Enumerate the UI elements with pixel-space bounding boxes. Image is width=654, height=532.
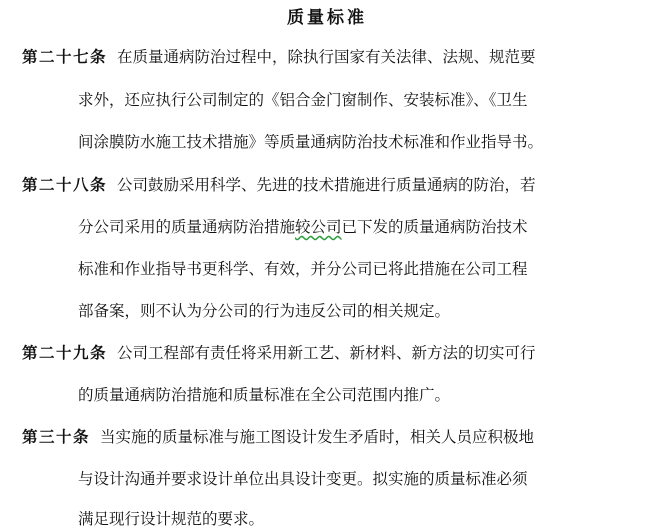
article-29-line-2: 的质量通病防治措施和质量标准在全公司范围内推广。 [78,386,451,404]
article-27-line-3: 间涂膜防水施工技术措施》等质量通病防治技术标准和作业指导书。 [78,133,544,151]
article-28-label: 第二十八条 [22,175,108,194]
article-28-line-4: 部备案，则不认为分公司的行为违反公司的相关规定。 [78,302,451,320]
article-30-line-1: 第三十条 当实施的质量标准与施工图设计发生矛盾时，相关人员应积极地 [22,427,535,446]
article-29-label: 第二十九条 [22,343,108,362]
article-27-line-1: 第二十七条 在质量通病防治过程中，除执行国家有关法律、法规、规范要 [22,47,536,66]
article-28-line-2: 分公司采用的质量通病防治措施较公司已下发的质量通病防治技术 [78,218,528,236]
spellcheck-underline: 较公司 [295,218,342,236]
article-30-line-2: 与设计沟通并要求设计单位出具设计变更。拟实施的质量标准必须 [78,470,528,488]
article-28-line-3: 标准和作业指导书更科学、有效，并分公司已将此措施在公司工程 [78,260,528,278]
article-28-line-1: 第二十八条 公司鼓励采用科学、先进的技术措施进行质量通病的防治，若 [22,175,536,194]
article-27-line-2: 求外，还应执行公司制定的《铝合金门窗制作、安装标准》、《卫生 [78,91,528,109]
article-29-line-1: 第二十九条 公司工程部有责任将采用新工艺、新材料、新方法的切实可行 [22,343,536,362]
page-title: 质量标准 [287,8,367,28]
article-27-label: 第二十七条 [22,47,108,66]
article-30-label: 第三十条 [22,427,91,446]
article-30-line-3: 满足现行设计规范的要求。 [78,510,265,528]
